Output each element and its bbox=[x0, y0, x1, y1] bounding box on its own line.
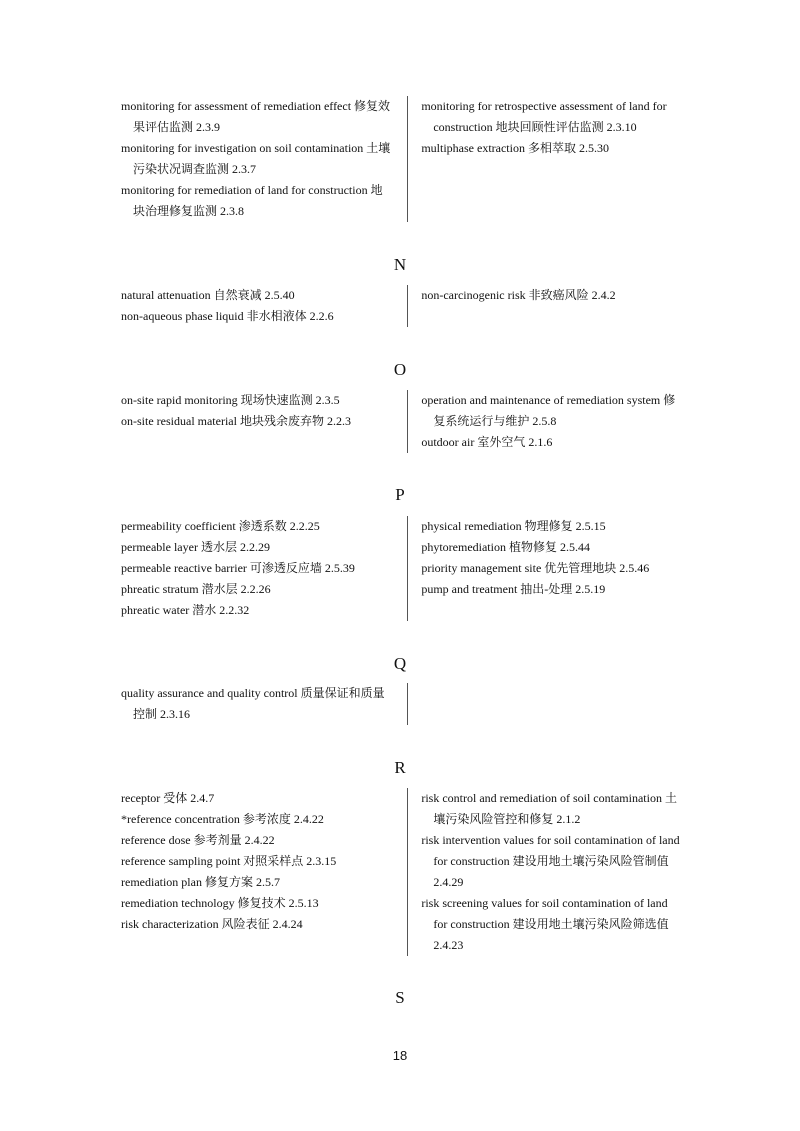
left-column bbox=[121, 683, 408, 725]
section-letter-r: R bbox=[394, 758, 406, 777]
index-entry: on-site residual material 地块残余废弃物 2.2.3 bbox=[121, 414, 351, 428]
section-letter-o: O bbox=[393, 360, 407, 379]
index-entry: quality assurance and quality control 质量保证和质量控制 2.3.16 bbox=[121, 686, 385, 721]
section-letter-p: P bbox=[395, 485, 405, 504]
index-entry: remediation plan 修复方案 2.5.7 bbox=[121, 875, 280, 889]
right-column bbox=[408, 788, 681, 956]
index-entry: risk screening values for soil contamination of land for construction 建设用地土壤污染风险筛选值 2.4.23 bbox=[421, 896, 669, 952]
index-entry: pump and treatment 抽出-处理 2.5.19 bbox=[421, 582, 606, 596]
section-m-entries bbox=[121, 96, 681, 222]
index-entry: monitoring for assessment of remediation effect 修复效果评估监测 2.3.9 bbox=[121, 99, 391, 134]
left-column bbox=[121, 516, 408, 621]
page-number: 18 bbox=[392, 1048, 408, 1063]
index-entry: permeable layer 透水层 2.2.29 bbox=[121, 540, 270, 554]
index-entry: operation and maintenance of remediation system 修复系统运行与维护 2.5.8 bbox=[421, 393, 676, 428]
index-entry: on-site rapid monitoring 现场快速监测 2.3.5 bbox=[121, 393, 340, 407]
index-entry: risk control and remediation of soil contamination 土壤污染风险管控和修复 2.1.2 bbox=[421, 791, 677, 826]
index-entry: phytoremediation 植物修复 2.5.44 bbox=[421, 540, 590, 554]
section-letter-s: S bbox=[395, 988, 405, 1007]
section-o-entries bbox=[121, 390, 681, 453]
index-entry: monitoring for retrospective assessment of land for construction 地块回顾性评估监测 2.3.10 bbox=[421, 99, 667, 134]
right-column bbox=[408, 390, 681, 453]
section-q-entries bbox=[121, 683, 681, 725]
right-column bbox=[408, 516, 681, 621]
left-column bbox=[121, 285, 408, 327]
index-entry: *reference concentration 参考浓度 2.4.22 bbox=[121, 812, 324, 826]
right-column bbox=[408, 683, 681, 725]
section-n-entries bbox=[121, 285, 681, 327]
left-column bbox=[121, 96, 408, 222]
index-entry: natural attenuation 自然衰减 2.5.40 bbox=[121, 288, 295, 302]
index-entry: reference dose 参考剂量 2.4.22 bbox=[121, 833, 275, 847]
left-column bbox=[121, 390, 408, 453]
index-entry: phreatic stratum 潜水层 2.2.26 bbox=[121, 582, 271, 596]
left-column bbox=[121, 788, 408, 956]
index-entry: non-aqueous phase liquid 非水相液体 2.2.6 bbox=[121, 309, 334, 323]
index-entry: remediation technology 修复技术 2.5.13 bbox=[121, 896, 319, 910]
index-entry: receptor 受体 2.4.7 bbox=[121, 791, 215, 805]
index-entry: multiphase extraction 多相萃取 2.5.30 bbox=[421, 141, 609, 155]
index-entry: permeable reactive barrier 可渗透反应墙 2.5.39 bbox=[121, 561, 355, 575]
right-column bbox=[408, 96, 681, 222]
section-p-entries bbox=[121, 516, 681, 621]
index-entry: non-carcinogenic risk 非致癌风险 2.4.2 bbox=[421, 288, 616, 302]
index-entry: monitoring for investigation on soil contamination 土壤污染状况调查监测 2.3.7 bbox=[121, 141, 391, 176]
index-entry: phreatic water 潜水 2.2.32 bbox=[121, 603, 250, 617]
index-entry: monitoring for remediation of land for construction 地块治理修复监测 2.3.8 bbox=[121, 183, 383, 218]
section-letter-q: Q bbox=[393, 654, 407, 673]
right-column bbox=[408, 285, 681, 327]
index-entry: reference sampling point 对照采样点 2.3.15 bbox=[121, 854, 337, 868]
index-entry: risk characterization 风险表征 2.4.24 bbox=[121, 917, 303, 931]
index-entry: outdoor air 室外空气 2.1.6 bbox=[421, 435, 553, 449]
index-entry: risk intervention values for soil contamination of land for construction 建设用地土壤污染风险管制值 2.4.29 bbox=[421, 833, 680, 889]
index-entry: permeability coefficient 渗透系数 2.2.25 bbox=[121, 519, 320, 533]
index-entry: physical remediation 物理修复 2.5.15 bbox=[421, 519, 606, 533]
section-r-entries bbox=[121, 788, 681, 956]
section-letter-n: N bbox=[393, 255, 407, 274]
index-entry: priority management site 优先管理地块 2.5.46 bbox=[421, 561, 650, 575]
